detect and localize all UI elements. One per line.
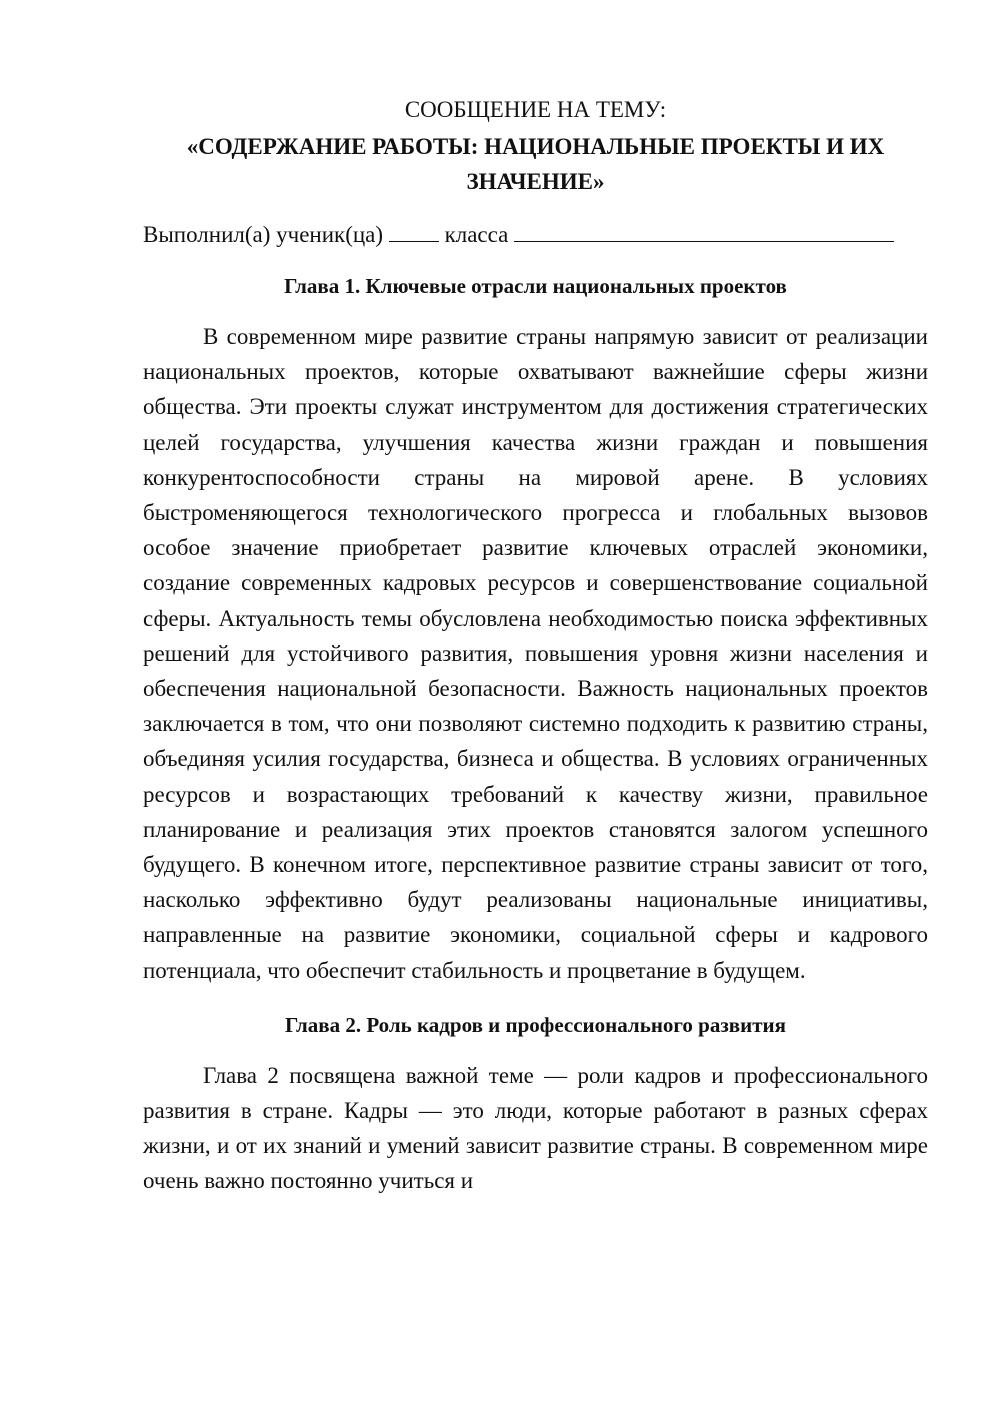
chapter-2-title: Глава 2. Роль кадров и профессионального развития [284, 1012, 787, 1037]
class-blank [389, 219, 439, 242]
chapter-1-paragraph: В современном мире развитие страны напрямую зависит от реализации национальных проектов, которые охватывают важнейшие сферы жизни общества. Эти проекты служат инструментом для достижения стратегических целей государства, улучшения качества жизни граждан и повышения конкурентоспособности страны на мировой арене. В условиях быстроменяющегося технологического прогресса и глобальных вызовов особое значение приобретает развитие ключевых отраслей экономики, создание современных кадровых ресурсов и совершенствование социальной сферы. Актуальность темы обусловлена необходимостью поиска эффективных решений для устойчивого развития, повышения уровня жизни населения и обеспечения национальной безопасности. Важность национальных проектов заключается в том, что они позволяют системно подходить к развитию страны, объединяя усилия государства, бизнеса и общества. В условиях ограниченных ресурсов и возрастающих требований к качеству жизни, правильное планирование и реализация этих проектов становятся залогом успешного будущего. В конечном итоге, перспективное развитие страны зависит от того, насколько эффективно будут реализованы национальные инициативы, направленные на развитие экономики, социальной сферы и кадрового потенциала, что обеспечит стабильность и процветание в будущем. [143, 324, 928, 983]
chapter-2-paragraph: Глава 2 посвящена важной теме — роли кадров и профессионального развития в стране. Кадры — это люди, которые работают в разных сферах жизни, и от их знаний и умений зависит развитие страны. В современном мире очень важно постоянно учиться и [143, 1062, 928, 1194]
author-prefix: Выполнил(а) ученик(ца) [143, 222, 384, 247]
chapter-1-title: Глава 1. Ключевые отрасли национальных проектов [284, 274, 787, 298]
document-content [143, 92, 928, 1221]
author-class-label: класса [444, 222, 509, 247]
author-line [143, 217, 928, 252]
document-heading-upper: СООБЩЕНИЕ НА ТЕМУ: [404, 97, 667, 122]
name-blank [514, 219, 894, 242]
document-title: «СОДЕРЖАНИЕ РАБОТЫ: НАЦИОНАЛЬНЫЕ ПРОЕКТЫ И ИХ ЗНАЧЕНИЕ» [186, 134, 885, 194]
